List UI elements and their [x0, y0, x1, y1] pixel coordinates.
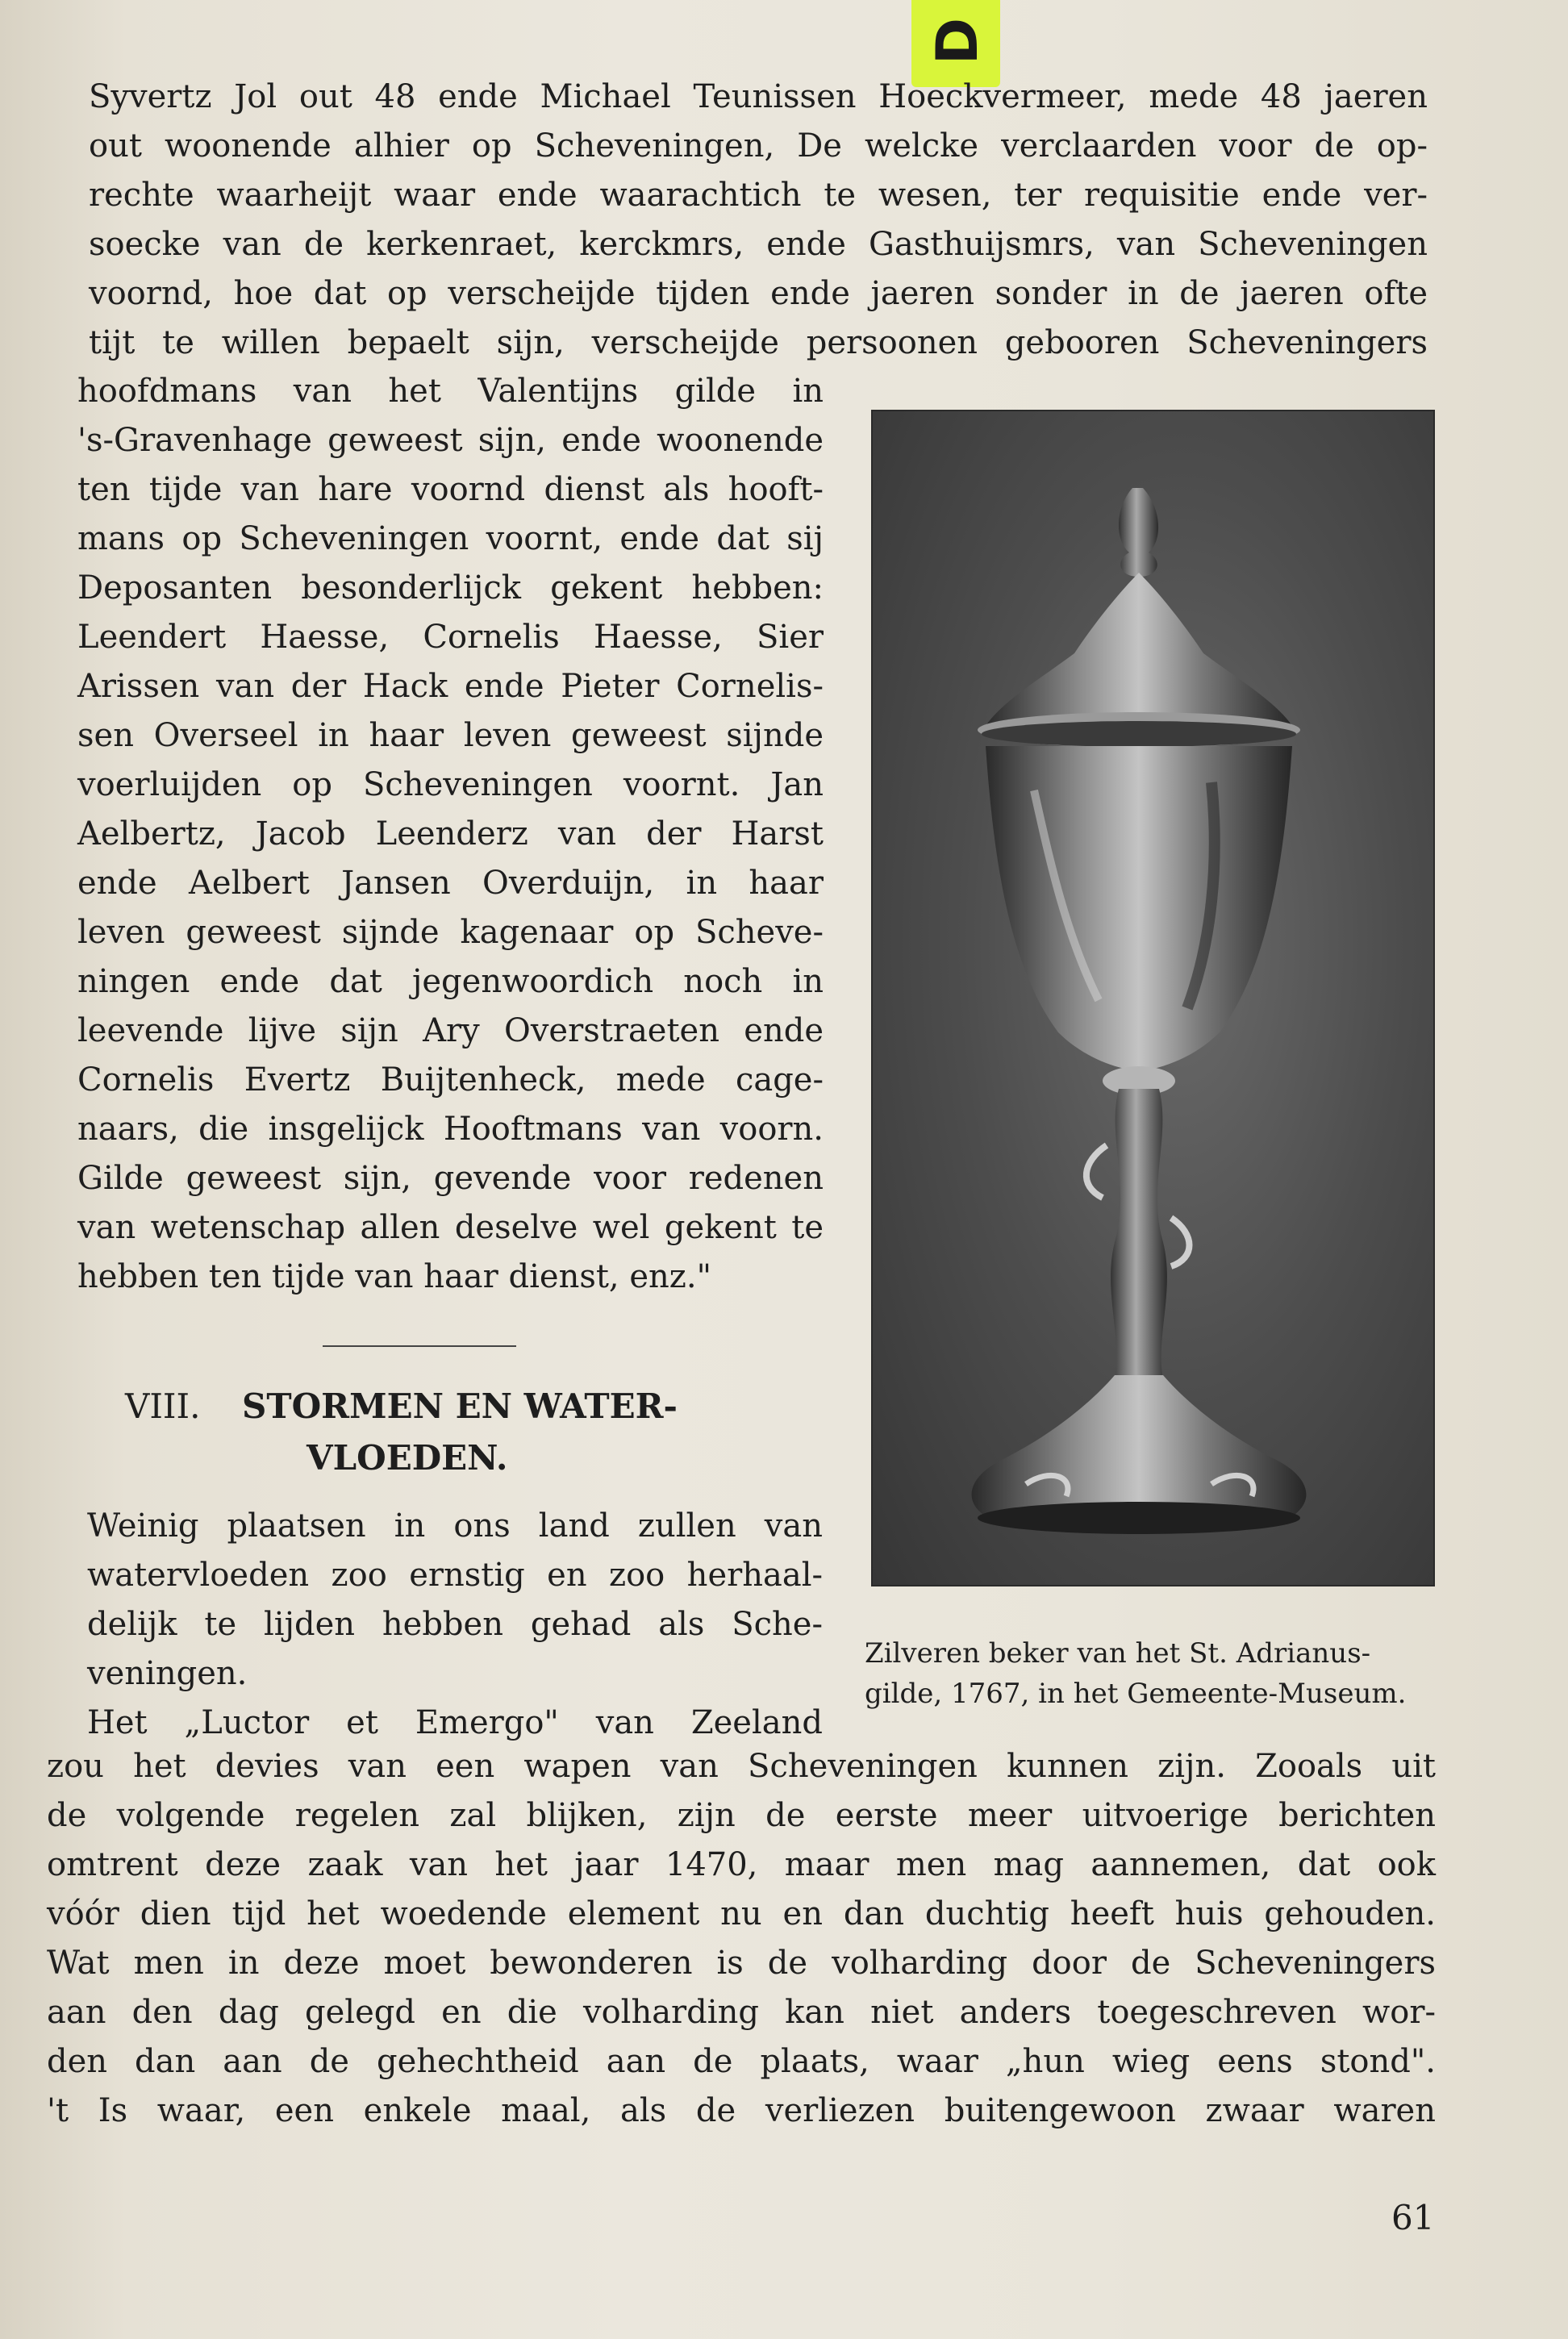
text-line: ten tijde van hare voornd dienst als hooft- [77, 471, 824, 508]
text-line: Gilde geweest sijn, gevende voor redenen [77, 1160, 824, 1197]
text-line: soecke van de kerkenraet, kerckmrs, ende Gasthuijsmrs, van Scheveningen [89, 226, 1428, 263]
text-line: Leendert Haesse, Cornelis Haesse, Sier [77, 619, 824, 656]
text-line: omtrent deze zaak van het jaar 1470, maar men mag aannemen, dat ook [47, 1846, 1436, 1883]
section-heading [125, 1381, 835, 1484]
text-line: sen Overseel in haar leven geweest sijnde [77, 717, 824, 754]
text-line: voornd, hoe dat op verscheijde tijden ende jaeren sonder in de jaeren ofte [89, 275, 1428, 312]
text-line: van wetenschap allen deselve wel gekent te [77, 1209, 824, 1246]
page-number: 61 [1391, 2198, 1435, 2237]
text-line: delijk te lijden hebben gehad als Sche- [87, 1606, 823, 1643]
text-line: Cornelis Evertz Buijtenheck, mede cage- [77, 1061, 824, 1099]
section-paragraph [87, 1502, 823, 1748]
bottom-paragraph [47, 1742, 1436, 2136]
top-paragraph [89, 73, 1428, 368]
caption-line: gilde, 1767, in het Gemeente-Museum. [865, 1678, 1407, 1710]
text-line: Wat men in deze moet bewonderen is de volharding door de Scheveningers [47, 1945, 1436, 1982]
text-line: de volgende regelen zal blijken, zijn de eerste meer uitvoerige berichten [47, 1797, 1436, 1834]
caption-line: Zilveren beker van het St. Adrianus- [865, 1637, 1371, 1670]
text-line: veningen. [87, 1655, 248, 1692]
text-line: vóór dien tijd het woedende element nu en dan duchtig heeft huis gehouden. [47, 1895, 1436, 1932]
text-line: Weinig plaatsen in ons land zullen van [87, 1507, 823, 1545]
text-line: tijt te willen bepaelt sijn, verscheijde persoonen gebooren Scheveningers [89, 324, 1428, 361]
photo-caption [865, 1633, 1445, 1714]
text-line: aan den dag gelegd en die volharding kan niet anders toegeschreven wor- [47, 1994, 1436, 2031]
text-line: Aelbertz, Jacob Leenderz van der Harst [77, 815, 824, 853]
section-title-line1: STORMEN EN WATER- [242, 1386, 678, 1426]
silver-cup-illustration [873, 411, 1433, 1585]
column-paragraph [77, 367, 824, 1302]
text-line: watervloeden zoo ernstig en zoo herhaal- [87, 1557, 823, 1594]
text-line: naars, die insgelijck Hooftmans van voorn. [77, 1111, 824, 1148]
text-line: leven geweest sijnde kagenaar op Scheve- [77, 914, 824, 951]
text-line: mans op Scheveningen voornt, ende dat sij [77, 520, 824, 557]
text-line: Het „Luctor et Emergo" van Zeeland [87, 1704, 823, 1741]
text-line: 't Is waar, een enkele maal, als de verliezen buitengewoon zwaar waren [47, 2092, 1436, 2129]
section-number: VIII. [125, 1386, 201, 1426]
text-line: hoofdmans van het Valentijns gilde in [77, 373, 824, 410]
text-line: ende Aelbert Jansen Overduijn, in haar [77, 865, 824, 902]
text-line: den dan aan de gehechtheid aan de plaats, waar „hun wieg eens stond". [47, 2043, 1436, 2080]
silver-cup-photo [871, 410, 1435, 1586]
text-line: zou het devies van een wapen van Scheveningen kunnen zijn. Zooals uit [47, 1748, 1436, 1785]
text-line: Deposanten besonderlijck gekent hebben: [77, 569, 824, 607]
text-line: ningen ende dat jegenwoordich noch in [77, 963, 824, 1000]
text-line: voerluijden op Scheveningen voornt. Jan [77, 766, 824, 803]
text-line: hebben ten tijde van haar dienst, enz." [77, 1258, 711, 1295]
sticky-tab-label: D [924, 17, 990, 65]
text-line: out woonende alhier op Scheveningen, De welcke verclaarden voor de op- [89, 127, 1428, 165]
text-line: rechte waarheijt waar ende waarachtich te wesen, ter requisitie ende ver- [89, 177, 1428, 214]
text-line: leevende lijve sijn Ary Overstraeten ende [77, 1012, 824, 1049]
text-line: 's-Gravenhage geweest sijn, ende woonende [77, 422, 824, 459]
text-line: Arissen van der Hack ende Pieter Cornelis- [77, 668, 824, 705]
section-title-line2: VLOEDEN. [307, 1438, 508, 1478]
section-divider [323, 1345, 516, 1347]
text-line: Syvertz Jol out 48 ende Michael Teunissen Hoeckvermeer, mede 48 jaeren [89, 78, 1428, 115]
